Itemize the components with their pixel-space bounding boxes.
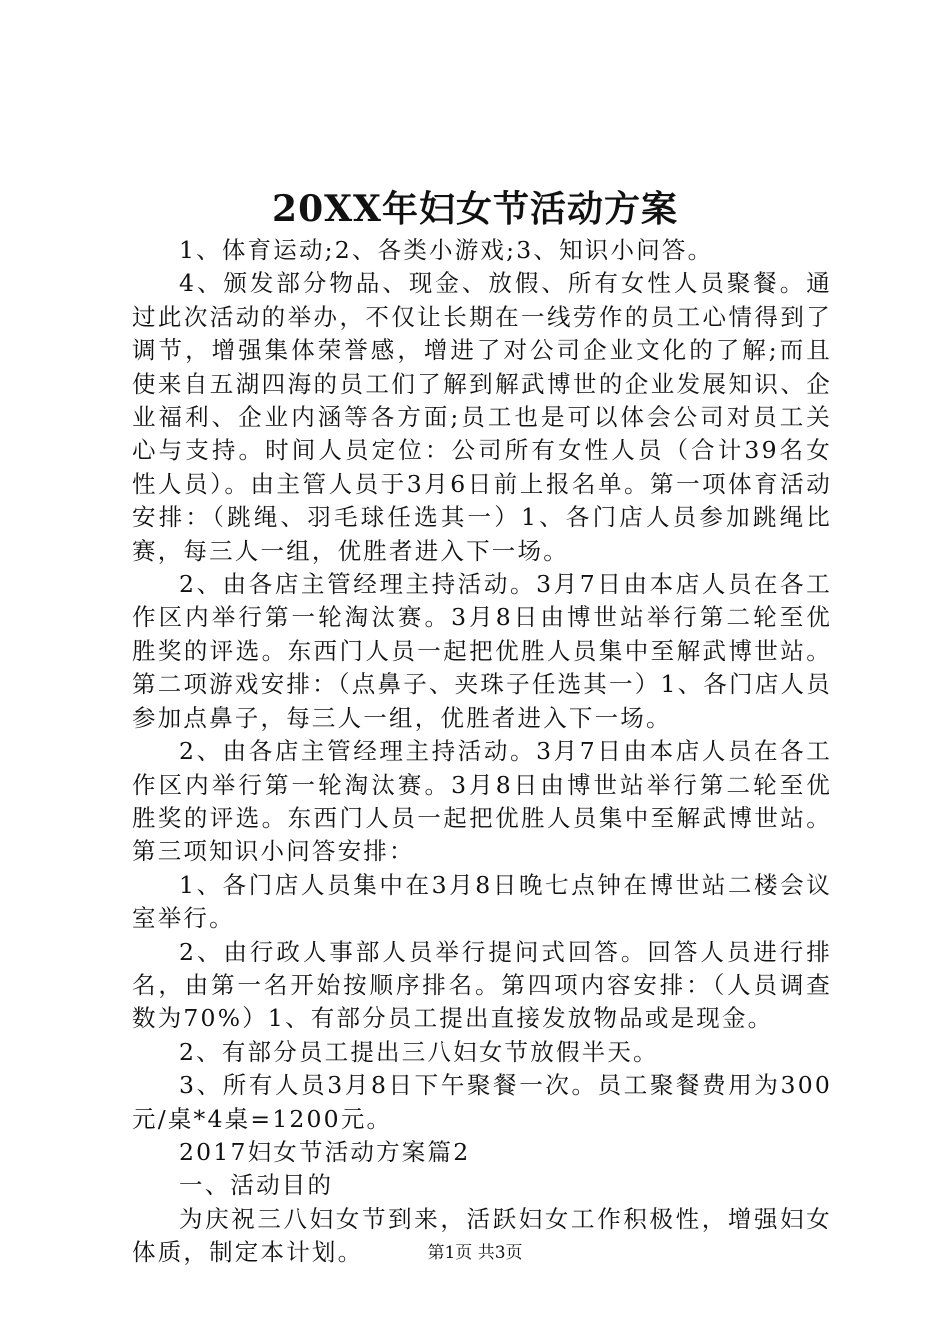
- paragraph: 3、所有人员3月8日下午聚餐一次。员工聚餐费用为300元/桌*4桌=1200元。: [132, 1071, 832, 1133]
- paragraph: 2、有部分员工提出三八妇女节放假半天。: [179, 1037, 659, 1066]
- paragraph: 2017妇女节活动方案篇2: [179, 1137, 471, 1166]
- paragraph: 2、由各店主管经理主持活动。3月7日由本店人员在各工作区内举行第一轮淘汰赛。3月8日由博世站举行第二轮至优胜奖的评选。东西门人员一起把优胜人员集中至解武博世站。第三项知识小问答安排：: [132, 737, 832, 866]
- paragraph: 2、由行政人事部人员举行提问式回答。回答人员进行排名，由第一名开始按顺序排名。第四项内容安排：（人员调查数为70%）1、有部分员工提出直接发放物品或是现金。: [132, 937, 832, 1033]
- document-body: [132, 234, 832, 1270]
- paragraph: 4、颁发部分物品、现金、放假、所有女性人员聚餐。通过此次活动的举办，不仅让长期在一线劳作的员工心情得到了调节，增强集体荣誉感，增进了对公司企业文化的了解;而且使来自五湖四海的员工们了解到解武博世的企业发展知识、企业福利、企业内涵等各方面;员工也是可以体会公司对员工关心与支持。时间人员定位：公司所有女性人员（合计39名女性人员）。由主管人员于3月6日前上报名单。第一项体育活动安排：（跳绳、羽毛球任选其一）1、各门店人员参加跳绳比赛，每三人一组，优胜者进入下一场。: [132, 269, 832, 565]
- paragraph: 1、各门店人员集中在3月8日晚七点钟在博世站二楼会议室举行。: [132, 870, 832, 933]
- document-title: 20XX年妇女节活动方案: [272, 188, 678, 230]
- paragraph: 一、活动目的: [179, 1171, 334, 1200]
- paragraph: 为庆祝三八妇女节到来，活跃妇女工作积极性，增强妇女体质，制定本计划。: [132, 1204, 832, 1267]
- page-footer: 第1页 共3页: [427, 1243, 523, 1263]
- paragraph: 2、由各店主管经理主持活动。3月7日由本店人员在各工作区内举行第一轮淘汰赛。3月8日由博世站举行第二轮至优胜奖的评选。东西门人员一起把优胜人员集中至解武博世站。第二项游戏安排：（点鼻子、夹珠子任选其一）1、各门店人员参加点鼻子，每三人一组，优胜者进入下一场。: [132, 570, 832, 732]
- paragraph: 1、体育运动;2、各类小游戏;3、知识小问答。: [179, 236, 714, 264]
